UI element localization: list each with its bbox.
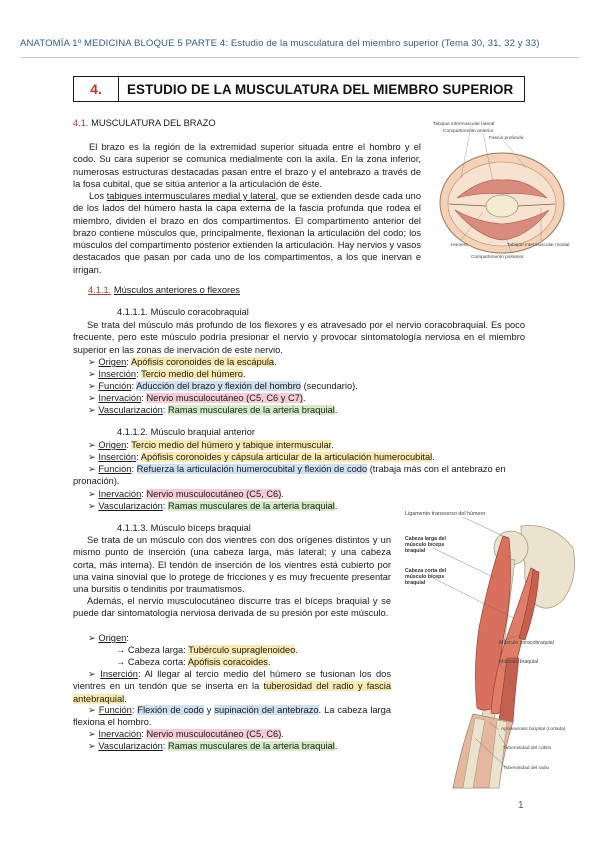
fig2-label-aponeurosis: Aponeurosis bicipital (cortada) bbox=[501, 727, 566, 732]
section-4-1-number: 4.1. bbox=[73, 118, 89, 128]
m1-inervacion-key: Inervación bbox=[98, 393, 142, 403]
m2-origen-value: Tercio medio del húmero y tabique intermuscular bbox=[131, 440, 332, 450]
fig1-label-posterior-compartment: Compartimento posterior bbox=[471, 255, 524, 260]
section-4-1-paragraph-2 bbox=[73, 190, 421, 276]
page-number: 1 bbox=[518, 800, 524, 811]
m2-inervacion-item: ➢ Inervación: Nervio musculocutáneo (C5, C6). bbox=[88, 489, 284, 499]
m1-insercion-key: Inserción bbox=[98, 369, 137, 379]
m3-origen-item: ➢ Origen: bbox=[88, 633, 129, 643]
m3-paragraph-2: Además, el nervio musculocutáneo discurre tras el bíceps braquial y se puede dar sintomatología nerviosa derivada de su presión por este músculo. bbox=[73, 596, 391, 619]
m3-insercion-pre: Al llegar al tercio medio del húmero se fusionan los dos vientres en un tendón que se inserta en la bbox=[73, 669, 391, 692]
m2-origen-item: ➢ Origen: Tercio medio del húmero y tabique intermuscular. bbox=[88, 440, 334, 450]
section-4-1-paragraph-1: El brazo es la región de la extremidad superior situada entre el hombro y el codo. Su cara superior se comunica medialmente con la axila. En la zona inferior, numerosas estructuras destacadas pasan entre el brazo y el antebrazo a través de la fosa cubital, que se sitúa anterior a la articulación de éste. bbox=[73, 142, 421, 189]
m3-title: 4.1.1.3. Músculo bíceps braquial bbox=[117, 523, 251, 533]
m3-insercion-value: tuberosidad del radio y fascia antebraquial bbox=[73, 681, 391, 704]
fig1-label-lateral-septum: Tabique intermuscular lateral bbox=[433, 122, 495, 127]
m2-insercion-item: ➢ Inserción: Apófisis coronoides y cápsula articular de la articulación humerocubital. bbox=[88, 452, 435, 462]
m2-funcion-extra: (trabaja más con el antebrazo en pronación). bbox=[73, 464, 506, 487]
section-4-1-1-number: 4.1.1. bbox=[88, 285, 112, 295]
m2-funcion-item: ➢ Función: Refuerza la articulación humerocubital y flexión de codo (trabaja más con el antebrazo en pronación). bbox=[73, 464, 506, 487]
biceps-anatomy-figure bbox=[403, 508, 581, 790]
m1-description: Se trata del músculo más profundo de los flexores y es atravesado por el nervio coracobraquial. Es poco frecuente, pero este músculo podría presionar el nervio y provocar sintomatología nerviosa en el miembro superior en las zonas de inervación de este nervio. bbox=[73, 320, 525, 355]
arm-cross-section-figure bbox=[431, 118, 573, 270]
m3-funcion-item: ➢ Función: Flexión de codo y supinación del antebrazo. La cabeza larga flexiona el hombro. bbox=[73, 705, 391, 728]
m1-vasc-value: Ramas musculares de la arteria braquial bbox=[167, 405, 335, 415]
p2-pre: Los bbox=[89, 191, 107, 201]
m3-insercion-item: ➢ Inserción: Al llegar al tercio medio del húmero se fusionan los dos vientres en un tendón que se inserta en la tuberosidad del radio y fascia antebraquial. bbox=[73, 669, 391, 704]
m3-funcion-post: La cabeza larga flexiona el hombro. bbox=[73, 705, 391, 728]
m3-funcion-key: Función bbox=[98, 705, 132, 715]
fig1-label-medial-septum: Tabique intermuscular medial bbox=[507, 243, 570, 248]
m3-vasc-value: Ramas musculares de la arteria braquial bbox=[167, 741, 335, 751]
fig2-label-brachialis: Músculo braquial bbox=[499, 659, 539, 665]
m2-vasc-value: Ramas musculares de la arteria braquial bbox=[167, 501, 335, 511]
m3-larga-item: → Cabeza larga: Tubérculo supraglenoideo. bbox=[116, 645, 298, 655]
m2-insercion-key: Inserción bbox=[98, 452, 137, 462]
m3-funcion-mid: y bbox=[206, 705, 212, 715]
m3-larga-value: Tubérculo supraglenoideo bbox=[188, 645, 296, 655]
fig2-label-long-head-wrap bbox=[405, 536, 453, 566]
m3-vasc-key: Vascularización bbox=[98, 741, 163, 751]
m3-inervacion-item: ➢ Inervación: Nervio musculocutáneo (C5, C6). bbox=[88, 729, 284, 739]
m3-paragraph-1: Se trata de un músculo con dos vientres con dos orígenes distintos y un mismo punto de inserción (una cabeza larga, más lateral; y una cabeza corta, más interna). El tendón de inserción de los vientres está cubierto por una vaina sinovial que lo protege de fricciones y es muy frecuente presentar una bursitis o tendinitis por traumatismos. bbox=[73, 535, 391, 595]
m2-vasc-key: Vascularización bbox=[98, 501, 163, 511]
chapter-title-box bbox=[73, 76, 525, 102]
m1-funcion-extra: (secundario). bbox=[303, 381, 358, 391]
fig2-label-transverse-ligament: Ligamento transverso del húmero bbox=[405, 511, 486, 517]
tabiques-link: tabiques intermusculares medial y lateral bbox=[106, 191, 276, 201]
m1-funcion-value: Aducción del brazo y flexión del hombro bbox=[136, 381, 301, 391]
m1-insercion-item: ➢ Inserción: Tercio medio del húmero. bbox=[88, 369, 246, 379]
m1-title: 4.1.1.1. Músculo coracobraquial bbox=[117, 307, 249, 317]
m2-funcion-value: Refuerza la articulación humerocubital y flexión de codo bbox=[136, 464, 368, 474]
m1-inervacion-value: Nervio musculocutáneo (C5, C6 y C7) bbox=[146, 393, 304, 403]
fig2-label-coracobrachialis: Músculo coracobraquial bbox=[499, 640, 554, 646]
fig2-label-short-head: Cabeza corta del músculo bíceps braquial bbox=[405, 568, 447, 587]
m3-funcion-value-2: supinación del antebrazo bbox=[214, 705, 319, 715]
m1-vasc-key: Vascularización bbox=[98, 405, 163, 415]
section-4-1-heading bbox=[73, 117, 413, 129]
m3-inervacion-value: Nervio musculocutáneo (C5, C6) bbox=[146, 729, 282, 739]
m1-inervacion-item: ➢ Inervación: Nervio musculocutáneo (C5, C6 y C7). bbox=[88, 393, 306, 403]
m1-origen-value: Apófisis coronoides de la escápula bbox=[130, 357, 275, 367]
m1-funcion-key: Función bbox=[98, 381, 132, 391]
m1-origen-item: ➢ Origen: Apófisis coronoides de la escápula. bbox=[88, 357, 277, 367]
m2-funcion-key: Función bbox=[98, 464, 132, 474]
m3-vasc-item: ➢ Vascularización: Ramas musculares de la arteria braquial. bbox=[88, 741, 338, 751]
m2-title: 4.1.1.2. Músculo braquial anterior bbox=[117, 427, 255, 437]
m1-funcion-item: ➢ Función: Aducción del brazo y flexión del hombro (secundario). bbox=[88, 381, 358, 391]
fig1-label-fascia: Fascia profunda bbox=[489, 136, 524, 141]
m1-insercion-value: Tercio medio del húmero bbox=[141, 369, 243, 379]
m3-origen-key: Origen bbox=[98, 633, 127, 643]
m3-insercion-key: Inserción bbox=[100, 669, 138, 679]
chapter-title: ESTUDIO DE LA MUSCULATURA DEL MIEMBRO SUPERIOR bbox=[127, 81, 514, 97]
p2-post: , que se extienden desde cada uno de los lados del húmero hasta la capa externa de la fascia profunda que rodea el miembro, dividen el brazo en dos compartimentos. El compartimento anterior del brazo contiene músculos que, principalmente, flexionan la articulación del codo; los músculos del compartimento posterior extienden la articulación. Hay nervios y vasos destacados que pasan por cada uno de los compartimentos, a los que inervan e irrigan. bbox=[73, 191, 421, 275]
fig2-label-radial-tuberosity: Tuberosidad del radio bbox=[503, 766, 550, 771]
chapter-number: 4. bbox=[74, 77, 119, 101]
m3-funcion-value-1: Flexión de codo bbox=[137, 705, 204, 715]
m2-inervacion-key: Inervación bbox=[98, 489, 142, 499]
m2-inervacion-value: Nervio musculocutáneo (C5, C6) bbox=[146, 489, 282, 499]
m3-inervacion-key: Inervación bbox=[98, 729, 142, 739]
m2-vasc-item: ➢ Vascularización: Ramas musculares de la arteria braquial. bbox=[88, 501, 338, 511]
fig1-label-humerus: Húmero bbox=[451, 243, 469, 248]
humerus-bone bbox=[486, 195, 518, 217]
m1-vasc-item: ➢ Vascularización: Ramas musculares de la arteria braquial. bbox=[88, 405, 338, 415]
header-rule bbox=[20, 57, 580, 58]
section-4-1-1-heading bbox=[88, 284, 388, 296]
m2-origen-key: Origen bbox=[98, 440, 127, 450]
fig2-label-long-head: Cabeza larga del músculo bíceps braquial bbox=[405, 536, 446, 555]
m3-corta-key: Cabeza corta: bbox=[127, 657, 186, 667]
m3-corta-item: → Cabeza corta: Apófisis coracoides. bbox=[116, 657, 271, 667]
fig2-label-ulnar-tuberosity: Tuberosidad del cúbito bbox=[503, 746, 552, 751]
m2-insercion-value: Apófisis coronoides y cápsula articular de la articulación humerocubital bbox=[140, 452, 433, 462]
section-4-1-1-title: Músculos anteriores o flexores bbox=[113, 285, 240, 295]
m3-corta-value: Apófisis coracoides bbox=[187, 657, 268, 667]
fig1-label-anterior-compartment: Compartimento anterior bbox=[443, 129, 494, 134]
section-4-1-title: MUSCULATURA DEL BRAZO bbox=[91, 118, 216, 128]
running-header: ANATOMÍA 1º MEDICINA BLOQUE 5 PARTE 4: Estudio de la musculatura del miembro superior (Tema 30, 31, 32 y 33) bbox=[20, 38, 540, 49]
m1-origen-key: Origen bbox=[98, 357, 127, 367]
fig2-label-short-head-wrap bbox=[405, 568, 453, 598]
m3-larga-key: Cabeza larga: bbox=[127, 645, 186, 655]
